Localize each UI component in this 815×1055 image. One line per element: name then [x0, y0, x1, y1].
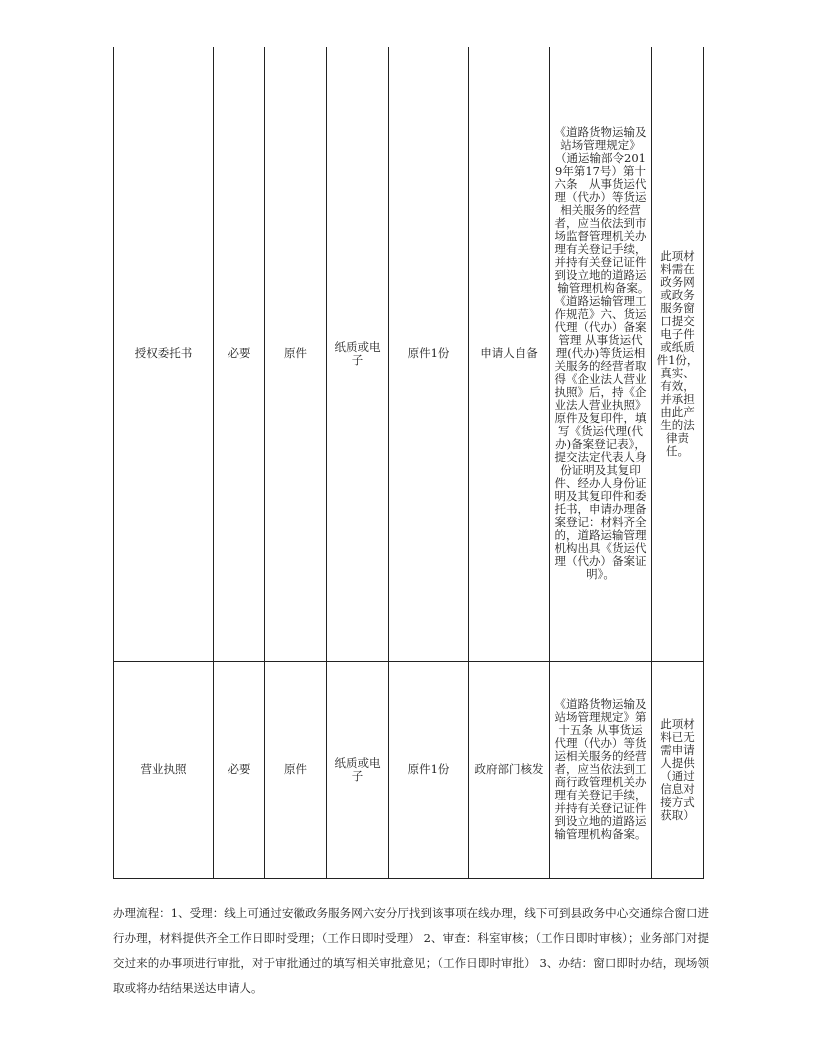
material-requirement: 必要 — [214, 47, 265, 661]
material-basis: 《道路货物运输及站场管理规定》第十五条 从事货运代理（代办）等货运相关服务的经营者，应当依法到工商行政管理机关办理有关登记手续，并持有关登记证件到设立地的道路运输管理机构备案。 — [550, 661, 652, 878]
material-medium: 纸质或电子 — [327, 47, 389, 661]
material-name: 授权委托书 — [114, 47, 214, 661]
materials-table — [113, 47, 704, 879]
table-row — [114, 661, 704, 878]
material-quantity: 原件1份 — [389, 661, 469, 878]
material-basis: 《道路货物运输及站场管理规定》（通运输部令2019年第17号）第十六条 从事货运代理（代办）等货运相关服务的经营者，应当依法到市场监督管理机关办理有关登记手续，并持有关登记证件到设立地的道路运输管理机构备案。 《道路运输管理工作规范》六、货运代理（代办）备案管理 从事货运代理(代办)等货运相关服务的经营者取得《企业法人营业执照》后，持《企业法人营业执照》原件及复印件，填写《货运代理(代办)备案登记表》，提交法定代表人身份证明及其复印件、经办人身份证明及其复印件和委托书，申请办理备案登记：材料齐全的，道路运输管理机构出具《货运代理（代办）备案证明》。 — [550, 47, 652, 661]
material-requirement: 必要 — [214, 661, 265, 878]
material-type: 原件 — [265, 661, 327, 878]
process-description: 办理流程：1、受理：线上可通过安徽政务服务网六安分厅找到该事项在线办理，线下可到县政务中心交通综合窗口进行办理，材料提供齐全工作日即时受理；（工作日即时受理） 2、审查：科室审核；（工作日即时审核）；业务部门对提交过来的办事项进行审批，对于审批通过的填写相关审批意见；（工作日即时审批） 3、办结：窗口即时办结，现场领取或将办结结果送达申请人。 — [113, 906, 709, 995]
material-type: 原件 — [265, 47, 327, 661]
material-remark: 此项材料已无需申请人提供（通过信息对接方式获取） — [652, 661, 704, 878]
material-source: 政府部门核发 — [469, 661, 550, 878]
table-row — [114, 47, 704, 661]
material-quantity: 原件1份 — [389, 47, 469, 661]
material-name: 营业执照 — [114, 661, 214, 878]
material-remark: 此项材料需在政务网或政务服务窗口提交电子件或纸质件1份，真实、有效，并承担由此产生的法律责任。 — [652, 47, 704, 661]
material-source: 申请人自备 — [469, 47, 550, 661]
material-medium: 纸质或电子 — [327, 661, 389, 878]
